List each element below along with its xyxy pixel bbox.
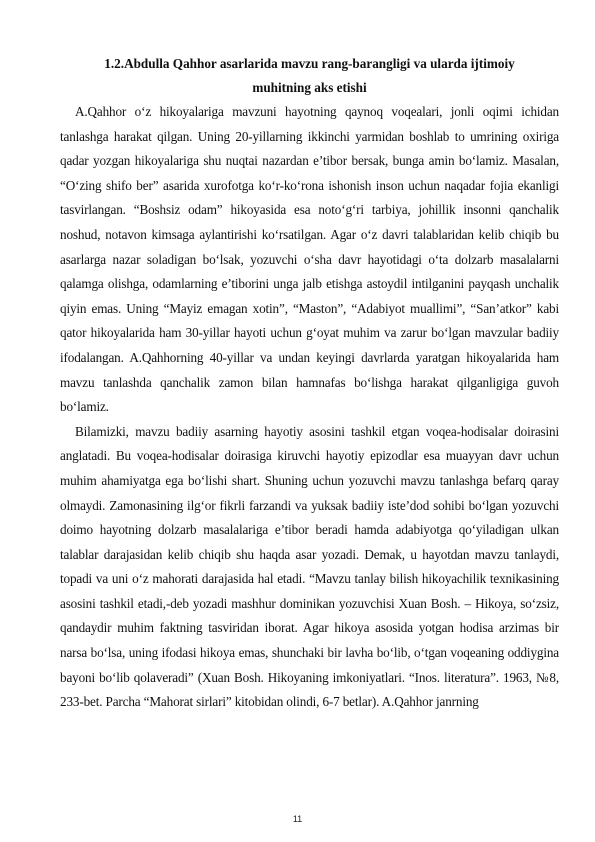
document-page: [60, 52, 559, 715]
body-paragraph-1: A.Qahhor o‘z hikoyalariga mavzuni hayotning qaynoq voqealari, jonli oqimi ichidan tanlashga harakat qilgan. Uning 20-yillarning ikkinchi yarmidan boshlab to umrining oxiriga qadar yozgan hikoyalariga shu nuqtai nazardan e’tibor bersak, bunga amin bo‘lamiz. Masalan, “O‘zing shifo ber” asarida xurofotga ko‘r-ko‘rona ishonish inson uchun naqadar fojia ekanligi tasvirlangan. “Boshsiz odam” hikoyasida esa noto‘g‘ri tarbiya, johillik insonni qanchalik noshud, notavon kimsaga aylantirishi ko‘rsatilgan. Agar o‘z davri talablaridan kelib chiqib bu asarlarga nazar soladigan bo‘lsak, yozuvchi o‘sha davr hayotidagi o‘ta dolzarb masalalarni qalamga olishga, odamlarning e’tiborini unga jalb etishga astoydil intilganini payqash unchalik qiyin emas. Uning “Mayiz emagan xotin”, “Maston”, “Adabiyot muallimi”, “San’atkor” kabi qator hikoyalarida ham 30-yillar hayoti uchun g‘oyat muhim va zarur bo‘lgan mavzular badiiy ifodalangan. A.Qahhorning 40-yillar va undan keyingi davrlarda yaratgan hikoyalarida ham mavzu tanlashda qanchalik zamon bilan hamnafas bo‘lishga harakat qilganligiga guvoh bo‘lamiz.: [60, 104, 559, 415]
page-number: 11: [292, 814, 303, 824]
section-heading-line-2: muhitning aks etishi: [252, 80, 367, 95]
body-paragraph-2: Bilamizki, mavzu badiiy asarning hayotiy asosini tashkil etgan voqea-hodisalar doirasini anglatadi. Bu voqea-hodisalar doirasiga kiruvchi hayotiy epizodlar esa muayyan davr uchun muhim ahamiyatga ega bo‘lishi shart. Shuning uchun yozuvchi mavzu tanlashga befarq qaray olmaydi. Zamonasining ilg‘or fikrli farzandi va yuksak badiiy iste’dod sohibi bo‘lgan yozuvchi doimo hayotning dolzarb masalalariga e’tibor beradi hamda adabiyotga qo‘yiladigan ulkan talablar darajasidan kelib chiqib shu haqda asar yozadi. Demak, u hayotdan mavzu tanlaydi, topadi va uni o‘z mahorati darajasida hal etadi. “Mavzu tanlay bilish hikoyachilik texnikasining asosini tashkil etadi,-deb yozadi mashhur dominikan yozuvchisi Xuan Bosh. – Hikoya, so‘zsiz, qandaydir muhim faktning tasviridan iborat. Agar hikoya asosida yotgan hodisa arzimas bir narsa bo‘lsa, uning ifodasi hikoya emas, shunchaki bir lavha bo‘lib, o‘tgan voqeaning oddiygina bayoni bo‘lib qolaveradi” (Xuan Bosh. Hikoyaning imkoniyatlari. “Inos. literatura”. 1963, №8, 233-bet. Parcha “Mahorat sirlari” kitobidan olindi, 6-7 betlar). A.Qahhor janrning: [60, 423, 559, 710]
section-heading: [60, 52, 559, 100]
section-heading-line-1: 1.2.Abdulla Qahhor asarlarida mavzu rang-barangligi va ularda ijtimoiy: [104, 56, 515, 71]
